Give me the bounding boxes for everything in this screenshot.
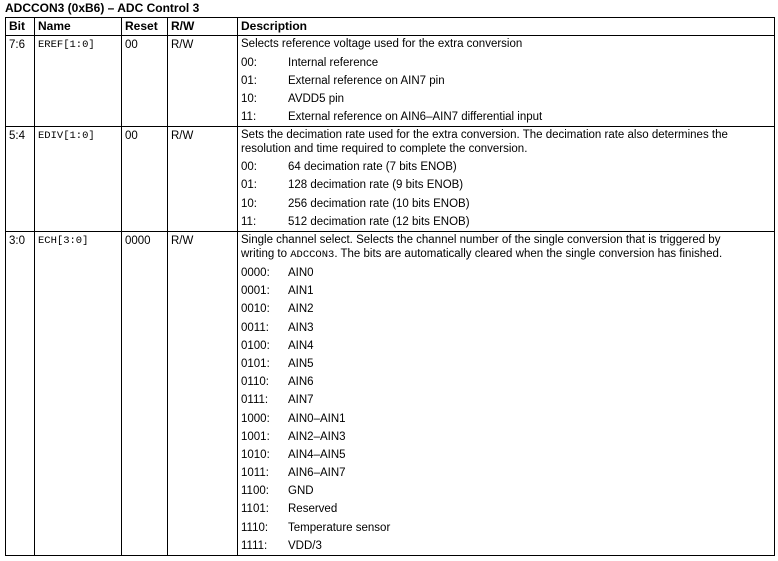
cell-bit: 5:4: [6, 127, 35, 232]
cell-reset: 00: [122, 127, 168, 232]
option-row: [241, 319, 771, 337]
option-text: External reference on AIN6–AIN7 differential input: [288, 111, 543, 124]
option-code: 1100:: [241, 485, 269, 498]
option-code: 1010:: [241, 448, 270, 461]
description-line: Sets the decimation rate used for the extra conversion. The decimation rate also determines the: [241, 129, 728, 142]
cell-description: [238, 36, 775, 127]
option-text: GND: [288, 485, 314, 498]
option-code: 00:: [241, 56, 257, 69]
option-code: 01:: [241, 179, 257, 192]
option-code: 0011:: [241, 321, 269, 334]
option-row: [241, 537, 771, 555]
option-text: 512 decimation rate (12 bits ENOB): [288, 215, 470, 228]
option-row: [241, 446, 771, 464]
option-row: [241, 158, 771, 176]
option-code: 10:: [241, 92, 257, 105]
cell-rw: R/W: [168, 127, 238, 232]
option-text: External reference on AIN7 pin: [288, 74, 445, 87]
option-row: [241, 90, 771, 108]
option-row: [241, 176, 771, 194]
option-list: [241, 264, 771, 555]
description-line: writing to ADCCON3. The bits are automatically cleared when the single conversion has finished.: [241, 247, 723, 261]
option-code: 1101:: [241, 503, 269, 516]
option-text: AIN0–AIN1: [288, 412, 346, 425]
option-code: 1110:: [241, 521, 269, 534]
cell-bit: 3:0: [6, 232, 35, 556]
header-rw: R/W: [168, 18, 238, 36]
cell-name: ECH[3:0]: [35, 232, 122, 556]
option-row: [241, 464, 771, 482]
option-code: 11:: [241, 111, 257, 124]
cell-reset: 00: [122, 36, 168, 127]
option-text: AIN6–AIN7: [288, 467, 346, 480]
cell-bit: 7:6: [6, 36, 35, 127]
cell-name: EREF[1:0]: [35, 36, 122, 127]
cell-rw: R/W: [168, 36, 238, 127]
table-row-ediv: [6, 127, 775, 232]
cell-name: EDIV[1:0]: [35, 127, 122, 232]
option-code: 1011:: [241, 467, 269, 480]
option-row: [241, 282, 771, 300]
option-text: 64 decimation rate (7 bits ENOB): [288, 161, 457, 174]
table-row-eref: [6, 36, 775, 127]
option-text: AVDD5 pin: [288, 92, 345, 105]
register-table: [5, 17, 775, 556]
option-code: 0000:: [241, 267, 270, 279]
option-text: Internal reference: [288, 56, 379, 69]
option-row: [241, 108, 771, 126]
option-row: [241, 482, 771, 500]
option-text: Temperature sensor: [288, 521, 391, 534]
option-row: [241, 428, 771, 446]
table-header-row: [6, 18, 775, 36]
option-row: [241, 54, 771, 72]
option-code: 1001:: [241, 430, 270, 443]
option-row: [241, 391, 771, 409]
option-text: AIN2: [288, 303, 314, 316]
option-code: 0101:: [241, 357, 270, 370]
option-text: AIN1: [288, 285, 314, 298]
header-bit: Bit: [6, 18, 35, 36]
option-code: 11:: [241, 215, 257, 228]
cell-reset: 0000: [122, 232, 168, 556]
option-text: AIN2–AIN3: [288, 430, 346, 443]
cell-description: [238, 127, 775, 232]
option-code: 0111:: [241, 394, 269, 407]
option-code: 0010:: [241, 303, 270, 316]
option-row: [241, 72, 771, 90]
option-code: 0100:: [241, 339, 270, 352]
option-text: AIN5: [288, 357, 314, 370]
option-row: [241, 519, 771, 537]
option-code: 01:: [241, 74, 257, 87]
header-reset: Reset: [122, 18, 168, 36]
option-code: 10:: [241, 197, 257, 210]
table-row-ech: [6, 232, 775, 556]
option-row: [241, 195, 771, 213]
option-row: [241, 410, 771, 428]
header-description: Description: [238, 18, 775, 36]
option-row: [241, 355, 771, 373]
option-text: AIN6: [288, 376, 314, 389]
option-text: Reserved: [288, 503, 338, 516]
option-text: AIN0: [288, 267, 314, 279]
header-name: Name: [35, 18, 122, 36]
description-intro: [241, 232, 771, 264]
cell-description: [238, 232, 775, 556]
option-text: 128 decimation rate (9 bits ENOB): [288, 179, 464, 192]
option-text: AIN4: [288, 339, 314, 352]
option-row: [241, 213, 771, 231]
description-intro: Selects reference voltage used for the extra conversion: [241, 38, 523, 50]
option-text: 256 decimation rate (10 bits ENOB): [288, 197, 470, 210]
option-code: 1111:: [241, 539, 268, 552]
option-text: AIN7: [288, 394, 314, 407]
option-code: 0110:: [241, 376, 269, 389]
option-code: 0001:: [241, 285, 270, 298]
description-line: Single channel select. Selects the channel number of the single conversion that is triggered by: [241, 234, 721, 246]
option-row: [241, 300, 771, 318]
option-text: AIN4–AIN5: [288, 448, 346, 461]
option-text: AIN3: [288, 321, 314, 334]
option-row: [241, 264, 771, 282]
register-title: ADCCON3 (0xB6) – ADC Control 3: [5, 1, 200, 15]
option-code: 00:: [241, 161, 257, 174]
option-row: [241, 500, 771, 518]
option-text: VDD/3: [288, 539, 322, 552]
description-intro: [241, 127, 771, 158]
description-line: resolution and time required to complete the conversion.: [241, 142, 528, 155]
cell-rw: R/W: [168, 232, 238, 556]
option-row: [241, 373, 771, 391]
option-row: [241, 337, 771, 355]
option-code: 1000:: [241, 412, 270, 425]
register-reference: ADCCON3: [290, 248, 335, 261]
